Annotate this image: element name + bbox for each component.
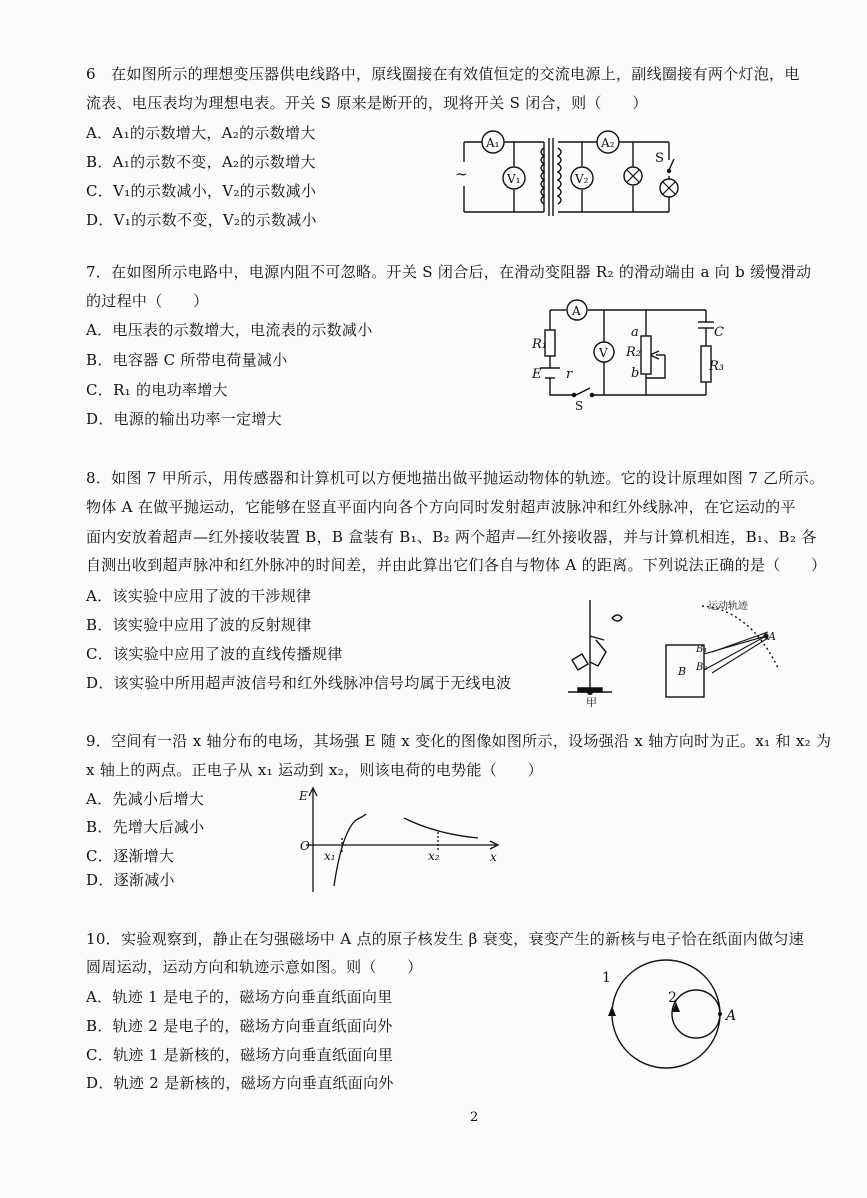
internal-r-label: r xyxy=(566,367,573,382)
q8-option-d: D．该实验中所用超声波信号和红外线脉冲信号均属于无线电波 xyxy=(86,674,512,692)
q9-stem-line2: x 轴上的两点。正电子从 x₁ 运动到 x₂，则该电荷的电势能（ ） xyxy=(86,761,543,779)
r2-label: R₂ xyxy=(626,345,641,360)
ammeter-label: A xyxy=(572,304,581,318)
point-a-label: A xyxy=(726,1008,737,1024)
q6-stem-line2: 流表、电压表均为理想电表。开关 S 原来是断开的，现将开关 S 闭合，则（ ） xyxy=(86,94,648,112)
q8-option-a: A．该实验中应用了波的干涉规律 xyxy=(86,587,312,605)
q8-stem-line2: 物体 A 在做平抛运动，它能够在竖直平面内向各个方向同时发射超声波脉冲和红外线脉冲，在它运动的平 xyxy=(86,498,796,516)
q10-option-c: C．轨迹 1 是新核的，磁场方向垂直纸面向里 xyxy=(86,1046,394,1064)
q9-option-b: B．先增大后减小 xyxy=(86,818,205,836)
q7-stem-line1: 7．在如图所示电路中，电源内阻不可忽略。开关 S 闭合后，在滑动变阻器 R₂ 的滑动端由 a 向 b 缓慢滑动 xyxy=(86,263,812,281)
q7-option-c: C．R₁ 的电功率增大 xyxy=(86,381,228,399)
receiver-b1-label: B₁ xyxy=(696,644,708,655)
q8-option-c: C．该实验中应用了波的直线传播规律 xyxy=(86,645,343,663)
q8-stem-line1: 8．如图 7 甲所示，用传感器和计算机可以方便地描出做平抛运动物体的轨迹。它的设计原理如图 7 乙所示。 xyxy=(86,469,825,487)
capacitor-c-label: C xyxy=(714,325,724,340)
q6-stem-line1: 6 在如图所示的理想变压器供电线路中，原线圈接在有效值恒定的交流电源上，副线圈接有两个灯泡，电 xyxy=(86,65,800,83)
voltmeter-v1-label: V₁ xyxy=(507,172,521,186)
emf-e-label: E xyxy=(532,367,542,382)
q8-stem-line3: 面内安放着超声—红外接收装置 B，B 盒装有 B₁、B₂ 两个超声—红外接收器，并与计算机相连，B₁、B₂ 各 xyxy=(86,528,817,546)
q6-transformer-circuit xyxy=(452,124,692,224)
q7-stem-line2: 的过程中（ ） xyxy=(86,292,209,310)
q8-figure-jia xyxy=(560,596,640,708)
ammeter-a2-label: A₂ xyxy=(601,136,615,150)
page-number: 2 xyxy=(470,1110,479,1125)
q7-option-b: B．电容器 C 所带电荷量减小 xyxy=(86,351,288,369)
voltmeter-label: V xyxy=(599,346,608,360)
q9-stem-line1: 9．空间有一沿 x 轴分布的电场，其场强 E 随 x 变化的图像如图所示，设场强沿 x 轴方向时为正。x₁ 和 x₂ 为 xyxy=(86,732,832,750)
q8-stem-line4: 自测出收到超声脉冲和红外脉冲的时间差，并由此算出它们各自与物体 A 的距离。下列说法正确的是（ ） xyxy=(86,556,827,574)
trajectory-2-label: 2 xyxy=(668,990,677,1006)
r3-label: R₃ xyxy=(709,359,724,374)
q9-option-c: C．逐渐增大 xyxy=(86,847,175,865)
r1-label: R₁ xyxy=(532,337,547,352)
q9-option-a: A．先减小后增大 xyxy=(86,790,205,808)
q8-option-b: B．该实验中应用了波的反射规律 xyxy=(86,616,312,634)
q6-option-a: A．A₁的示数增大，A₂的示数增大 xyxy=(86,124,316,142)
voltmeter-v2-label: V₂ xyxy=(575,172,589,186)
q6-option-b: B．A₁的示数不变，A₂的示数增大 xyxy=(86,153,316,171)
slider-b-label: b xyxy=(631,366,640,381)
q6-option-d: D．V₁的示数不变，V₂的示数减小 xyxy=(86,211,317,229)
motion-track-label: 运动轨迹 xyxy=(708,601,748,612)
ammeter-a1-label: A₁ xyxy=(486,136,500,150)
axis-e-label: E xyxy=(299,789,308,803)
figure-jia-caption: 甲 xyxy=(586,696,597,709)
trajectory-1-label: 1 xyxy=(602,970,611,986)
q10-stem-line2: 圆周运动，运动方向和轨迹示意如图。则（ ） xyxy=(86,958,423,976)
q6-option-c: C．V₁的示数减小，V₂的示数减小 xyxy=(86,182,317,200)
q9-option-d: D．逐渐减小 xyxy=(86,871,175,889)
switch-s-label: S xyxy=(655,151,664,166)
ac-source-label: ~ xyxy=(455,165,468,183)
q10-option-b: B．轨迹 2 是电子的，磁场方向垂直纸面向外 xyxy=(86,1017,393,1035)
q8-figure-yi xyxy=(660,600,780,705)
switch-s-label: S xyxy=(575,399,584,413)
q10-option-a: A．轨迹 1 是电子的，磁场方向垂直纸面向里 xyxy=(86,988,393,1006)
q10-trajectory-figure xyxy=(596,960,746,1072)
receiver-b2-label: B₂ xyxy=(696,662,708,673)
q7-option-a: A．电压表的示数增大，电流表的示数减小 xyxy=(86,321,373,339)
axis-x-label: x xyxy=(490,850,497,864)
q7-circuit xyxy=(528,298,728,413)
point-x1-label: x₁ xyxy=(324,849,336,863)
box-b-label: B xyxy=(678,665,687,678)
q10-option-d: D．轨迹 2 是新核的，磁场方向垂直纸面向外 xyxy=(86,1074,394,1092)
point-x2-label: x₂ xyxy=(428,849,440,863)
origin-o-label: O xyxy=(300,839,310,853)
slider-a-label: a xyxy=(631,325,639,340)
q10-stem-line1: 10．实验观察到，静止在匀强磁场中 A 点的原子核发生 β 衰变，衰变产生的新核与电子恰在纸面内做匀速 xyxy=(86,930,804,948)
q9-e-x-graph xyxy=(296,784,506,896)
q7-option-d: D．电源的输出功率一定增大 xyxy=(86,410,282,428)
object-a-label: A xyxy=(768,630,776,643)
